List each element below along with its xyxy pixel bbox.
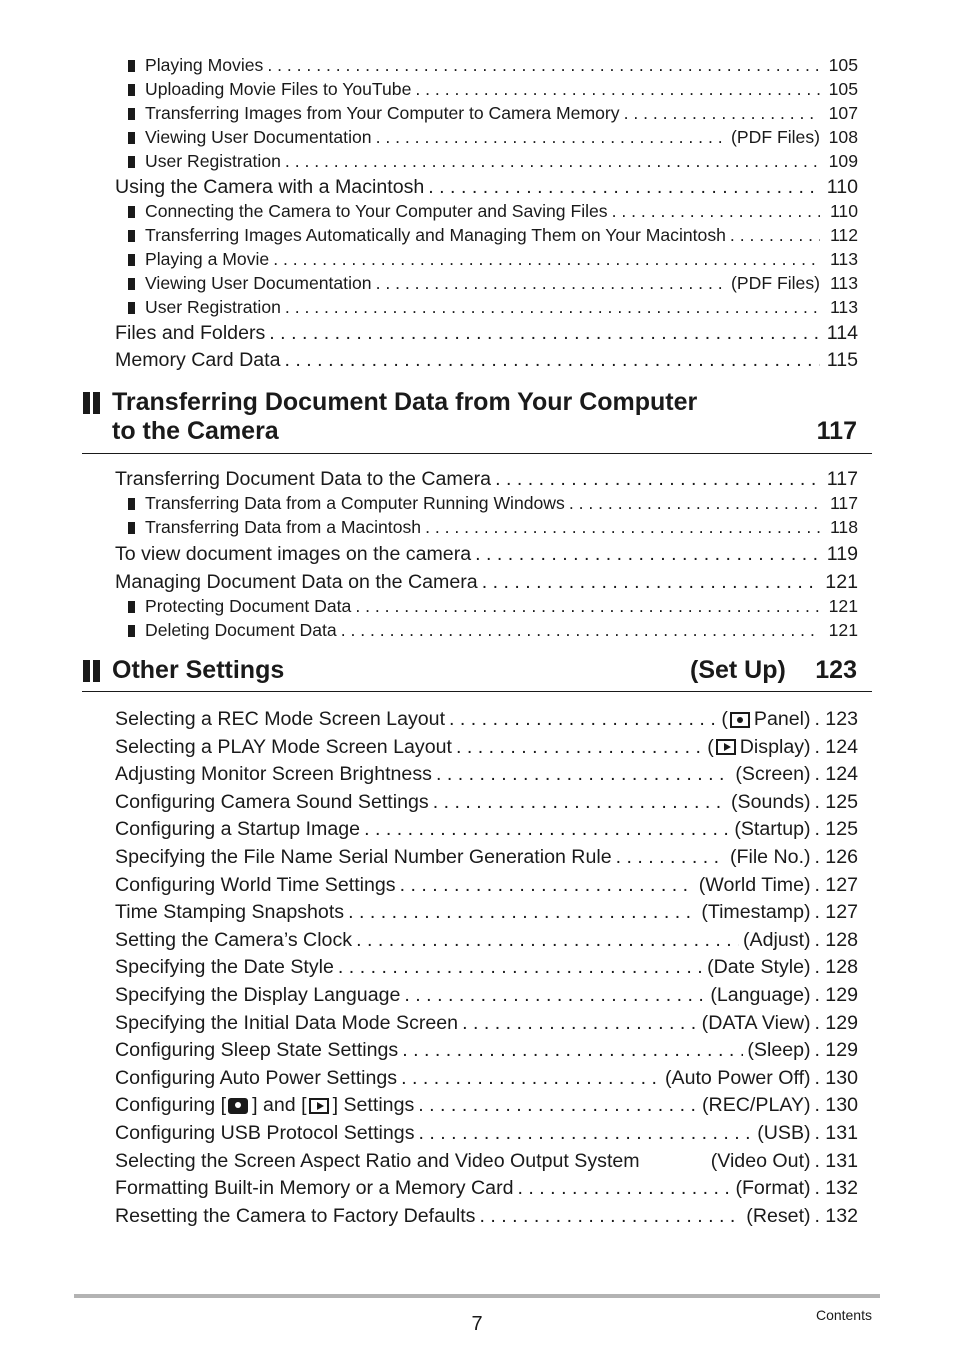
- dot-leader: [436, 763, 731, 786]
- settings-entry[interactable]: [115, 708, 858, 731]
- dot-separator: .: [814, 1204, 820, 1227]
- entry-reference: [699, 874, 811, 897]
- toc-entry[interactable]: [115, 571, 858, 594]
- ref-text: Display): [739, 735, 811, 758]
- dot-leader: [376, 127, 727, 148]
- settings-entry[interactable]: [115, 956, 858, 979]
- ref-text: (World Time): [698, 873, 811, 896]
- settings-entry[interactable]: [115, 1094, 858, 1117]
- entry-page-number: 109: [828, 151, 858, 171]
- entry-page-number: 105: [828, 55, 858, 75]
- entry-page-number: 113: [829, 249, 858, 269]
- toc-subentry[interactable]: [128, 273, 858, 294]
- entry-title: Configuring Auto Power Settings: [115, 1066, 398, 1089]
- bullet-icon: [128, 132, 135, 144]
- entry-page-number: 113: [829, 273, 858, 293]
- entry-reference: [707, 736, 810, 759]
- dot-separator: .: [814, 1066, 820, 1089]
- settings-entry[interactable]: [115, 984, 858, 1007]
- entry-reference: [702, 1094, 811, 1117]
- title-part: Configuring [: [115, 1094, 227, 1117]
- entry-page-number: 123: [825, 708, 858, 730]
- toc-subentry[interactable]: [128, 517, 858, 538]
- title-part: ] and [: [252, 1094, 307, 1117]
- dot-separator: .: [814, 1149, 820, 1172]
- entry-reference: [721, 708, 810, 731]
- toc-entry[interactable]: [115, 322, 858, 345]
- entry-title: Playing Movies: [145, 55, 264, 75]
- entry-title: Specifying the Display Language: [115, 984, 401, 1006]
- bullet-icon: [128, 230, 135, 242]
- dot-leader: [475, 543, 820, 566]
- ref-text: (Adjust): [743, 928, 811, 951]
- entry-page-number: 108: [828, 127, 858, 147]
- entry-reference: [702, 1012, 811, 1035]
- entry-page-number: 127: [825, 901, 858, 924]
- entry-page-number: 126: [825, 846, 858, 868]
- toc-subentry[interactable]: [128, 297, 858, 318]
- entry-page-number: 110: [826, 176, 858, 198]
- entry-reference: [730, 846, 811, 869]
- ref-text: (REC/PLAY): [702, 1094, 811, 1117]
- entry-page-number: 121: [828, 620, 858, 640]
- section-page-settings: 123: [815, 656, 857, 684]
- dot-separator: .: [814, 956, 820, 979]
- section-divider: [82, 453, 872, 454]
- ref-text: (Reset): [746, 1204, 811, 1227]
- entry-title: Viewing User Documentation: [145, 127, 372, 147]
- settings-entry[interactable]: [115, 1177, 858, 1200]
- toc-subentry[interactable]: [128, 596, 858, 617]
- entry-title: Specifying the Date Style: [115, 956, 334, 979]
- entry-title: Connecting the Camera to Your Computer and Saving Files: [145, 201, 608, 221]
- dot-leader: [273, 249, 820, 270]
- section-marker-icon: [83, 392, 103, 414]
- entry-reference: [665, 1067, 811, 1090]
- entry-page-number: 128: [825, 956, 858, 979]
- ref-text: (USB): [757, 1122, 811, 1144]
- entry-title: User Registration: [145, 297, 281, 317]
- entry-title: Playing a Movie: [145, 249, 270, 269]
- entry-page-number: 130: [825, 1066, 858, 1089]
- entry-title: Files and Folders: [115, 322, 266, 344]
- page-number: 7: [471, 1313, 483, 1335]
- dot-leader: [341, 620, 820, 641]
- ref-text: (DATA View): [701, 1011, 811, 1034]
- dot-separator: .: [814, 873, 820, 896]
- toc-subentry[interactable]: [128, 55, 858, 76]
- dot-leader: [364, 818, 730, 841]
- dot-leader: [404, 984, 706, 1007]
- entry-reference: (PDF Files): [731, 127, 820, 147]
- entry-page-number: 110: [829, 201, 858, 221]
- dot-leader: [616, 846, 726, 869]
- bullet-icon: [128, 278, 135, 290]
- settings-entry[interactable]: [115, 1039, 858, 1062]
- ref-text: (File No.): [729, 846, 811, 868]
- entry-page-number: 119: [826, 543, 858, 565]
- toc-subentry[interactable]: [128, 225, 858, 246]
- entry-title: Managing Document Data on the Camera: [115, 571, 478, 593]
- toc-entry[interactable]: [115, 468, 858, 491]
- entry-title: To view document images on the camera: [115, 543, 472, 565]
- entry-page-number: 115: [826, 349, 858, 371]
- dot-separator: .: [814, 790, 820, 813]
- entry-reference: [701, 901, 810, 924]
- entry-title: Selecting a PLAY Mode Screen Layout: [115, 735, 452, 758]
- bullet-icon: [128, 254, 135, 266]
- bullet-icon: [128, 156, 135, 168]
- dot-leader: [425, 517, 820, 538]
- entry-title: Configuring USB Protocol Settings: [115, 1122, 415, 1144]
- dot-separator: .: [814, 901, 820, 924]
- footer-rule: [74, 1294, 880, 1298]
- dot-separator: .: [814, 1122, 820, 1144]
- entry-title: Configuring World Time Settings: [115, 873, 396, 896]
- toc-subentry[interactable]: [128, 151, 858, 172]
- settings-entry[interactable]: [115, 791, 858, 814]
- entry-title: Using the Camera with a Macintosh: [115, 176, 425, 198]
- dot-separator: .: [814, 708, 820, 730]
- bullet-icon: [128, 108, 135, 120]
- toc-entry[interactable]: [115, 543, 858, 566]
- section-page-transfer: 117: [816, 417, 857, 445]
- entry-title: Transferring Images Automatically and Managing Them on Your Macintosh: [145, 225, 726, 245]
- entry-title: Selecting a REC Mode Screen Layout: [115, 708, 446, 730]
- settings-entry[interactable]: [115, 818, 858, 841]
- dot-leader: [376, 273, 727, 294]
- entry-page-number: 117: [826, 468, 858, 490]
- dot-separator: .: [814, 846, 820, 868]
- ref-text: (Sounds): [731, 790, 811, 813]
- dot-leader: [624, 103, 820, 124]
- entry-title: Transferring Data from a Macintosh: [145, 517, 422, 537]
- entry-page-number: 112: [829, 225, 858, 245]
- entry-page-number: 124: [825, 763, 858, 786]
- dot-leader: [462, 1012, 698, 1035]
- section-marker-icon: [83, 660, 103, 682]
- bullet-icon: [128, 601, 135, 613]
- entry-reference: [710, 984, 810, 1007]
- toc-subentry[interactable]: [128, 79, 858, 100]
- play-display-icon: [716, 739, 736, 755]
- panel-icon: [730, 712, 750, 728]
- entry-page-number: 131: [825, 1122, 858, 1144]
- entry-reference: [735, 1177, 810, 1200]
- dot-leader: [400, 874, 695, 897]
- entry-title: Adjusting Monitor Screen Brightness: [115, 763, 432, 786]
- footer-label: Contents: [815, 1307, 872, 1323]
- entry-page-number: 121: [825, 571, 858, 593]
- toc-subentry[interactable]: [128, 127, 858, 148]
- dot-separator: .: [814, 818, 820, 841]
- settings-entry[interactable]: [115, 846, 858, 869]
- ref-text: (Screen): [735, 763, 811, 786]
- entry-title: Time Stamping Snapshots: [115, 901, 345, 924]
- dot-leader: [285, 151, 820, 172]
- entry-title: Specifying the File Name Serial Number Generation Rule: [115, 846, 612, 868]
- entry-title: User Registration: [145, 151, 281, 171]
- entry-title: Transferring Document Data to the Camera: [115, 468, 492, 490]
- toc-entry[interactable]: [115, 349, 858, 372]
- entry-page-number: 114: [826, 322, 858, 344]
- ref-text: (Timestamp): [701, 901, 811, 924]
- dot-leader: [612, 201, 820, 222]
- dot-leader: [456, 736, 703, 759]
- toc-subentry[interactable]: [128, 249, 858, 270]
- dot-leader: [355, 596, 820, 617]
- entry-reference: [743, 929, 811, 952]
- dot-leader: [338, 956, 703, 979]
- entry-reference: [746, 1205, 810, 1228]
- settings-entry[interactable]: [115, 874, 858, 897]
- bullet-icon: [128, 302, 135, 314]
- dot-leader: [267, 55, 820, 76]
- entry-page-number: 128: [825, 928, 858, 951]
- entry-page-number: 118: [829, 517, 858, 537]
- ref-text: (Auto Power Off): [664, 1066, 811, 1089]
- bullet-icon: [128, 60, 135, 72]
- entry-title: [115, 1094, 414, 1117]
- ref-text: Panel): [753, 708, 811, 730]
- entry-reference: (PDF Files): [731, 273, 820, 293]
- entry-title: Transferring Images from Your Computer to Camera Memory: [145, 103, 620, 123]
- entry-title: Resetting the Camera to Factory Defaults: [115, 1204, 476, 1227]
- entry-page-number: 132: [825, 1177, 858, 1200]
- dot-separator: .: [814, 763, 820, 786]
- ref-text: (Video Out): [710, 1149, 811, 1172]
- entry-page-number: 117: [829, 493, 858, 513]
- camera-icon: [228, 1098, 248, 1114]
- toc-subentry[interactable]: [128, 103, 858, 124]
- entry-reference: [734, 818, 810, 841]
- entry-page-number: 132: [825, 1204, 858, 1227]
- entry-reference: [707, 956, 810, 979]
- entry-page-number: 127: [825, 873, 858, 896]
- entry-reference: [731, 791, 811, 814]
- dot-separator: .: [814, 1094, 820, 1117]
- dot-leader: [479, 1205, 742, 1228]
- section-ref-settings: (Set Up): [690, 656, 786, 684]
- entry-title: Selecting the Screen Aspect Ratio and Video Output System: [115, 1149, 640, 1172]
- settings-entry[interactable]: [115, 929, 858, 952]
- entry-title: Configuring Sleep State Settings: [115, 1039, 399, 1062]
- toc-entry[interactable]: [115, 176, 858, 199]
- entry-title: Configuring Camera Sound Settings: [115, 790, 429, 813]
- entry-title: Viewing User Documentation: [145, 273, 372, 293]
- entry-title: Deleting Document Data: [145, 620, 337, 640]
- settings-entry[interactable]: [115, 1012, 858, 1035]
- dot-leader: [418, 1094, 698, 1117]
- settings-entry[interactable]: [115, 763, 858, 786]
- entry-reference: [735, 763, 810, 786]
- entry-page-number: 121: [828, 596, 858, 616]
- entry-title: Uploading Movie Files to YouTube: [145, 79, 412, 99]
- section-title-transfer: Transferring Document Data from Your Computer: [112, 388, 698, 416]
- settings-entry[interactable]: [115, 1067, 858, 1090]
- settings-entry[interactable]: [115, 1205, 858, 1228]
- dot-leader: [449, 708, 717, 731]
- entry-page-number: 130: [825, 1094, 858, 1117]
- entry-page-number: 129: [825, 984, 858, 1006]
- ref-open: (: [721, 708, 728, 730]
- entry-title: Memory Card Data: [115, 349, 281, 371]
- title-part: ] Settings: [332, 1094, 415, 1117]
- settings-entry[interactable]: [115, 736, 858, 759]
- entry-reference: [711, 1150, 811, 1173]
- dot-leader: [569, 493, 820, 514]
- dot-leader: [415, 79, 820, 100]
- dot-leader: [402, 1039, 743, 1062]
- dot-leader: [433, 791, 727, 814]
- entry-page-number: 113: [829, 297, 858, 317]
- entry-reference: [747, 1039, 810, 1062]
- entry-title: Specifying the Initial Data Mode Screen: [115, 1011, 459, 1034]
- entry-title: Setting the Camera’s Clock: [115, 928, 353, 951]
- ref-open: (: [707, 735, 714, 758]
- entry-page-number: 131: [825, 1149, 858, 1172]
- ref-text: (Date Style): [707, 956, 811, 979]
- entry-page-number: 129: [825, 1039, 858, 1062]
- entry-page-number: 125: [825, 818, 858, 841]
- settings-entry[interactable]: [115, 1150, 858, 1173]
- entry-page-number: 105: [828, 79, 858, 99]
- ref-text: (Sleep): [747, 1039, 811, 1062]
- dot-separator: .: [814, 1011, 820, 1034]
- toc-subentry[interactable]: [128, 493, 858, 514]
- entry-page-number: 129: [825, 1011, 858, 1034]
- entry-page-number: 107: [828, 103, 858, 123]
- ref-text: (Format): [735, 1177, 811, 1200]
- bullet-icon: [128, 498, 135, 510]
- play-icon: [309, 1098, 329, 1114]
- settings-entry[interactable]: [115, 901, 858, 924]
- dot-leader: [401, 1067, 661, 1090]
- dot-leader: [285, 297, 820, 318]
- bullet-icon: [128, 206, 135, 218]
- dot-leader: [428, 176, 820, 199]
- entry-title: Transferring Data from a Computer Running Windows: [145, 493, 565, 513]
- section-divider: [82, 691, 872, 692]
- dot-leader: [285, 349, 820, 372]
- bullet-icon: [128, 522, 135, 534]
- dot-leader: [348, 901, 697, 924]
- dot-leader: [269, 322, 820, 345]
- entry-page-number: 125: [825, 790, 858, 813]
- section-title-settings: Other Settings: [112, 656, 285, 684]
- dot-separator: .: [814, 735, 820, 758]
- entry-title: Formatting Built-in Memory or a Memory Card: [115, 1177, 514, 1200]
- dot-leader: [419, 1122, 754, 1145]
- dot-separator: .: [814, 928, 820, 951]
- entry-title: Protecting Document Data: [145, 596, 352, 616]
- dot-separator: .: [814, 984, 820, 1006]
- dot-leader: [730, 225, 820, 246]
- entry-reference: [757, 1122, 810, 1145]
- entry-title: Configuring a Startup Image: [115, 818, 361, 841]
- dot-leader: [518, 1177, 732, 1200]
- toc-subentry[interactable]: [128, 201, 858, 222]
- toc-subentry[interactable]: [128, 620, 858, 641]
- dot-leader: [495, 468, 820, 491]
- dot-leader: [482, 571, 820, 594]
- section-title-transfer-line2: to the Camera: [112, 417, 279, 445]
- dot-separator: .: [814, 1039, 820, 1062]
- dot-leader: [356, 929, 739, 952]
- bullet-icon: [128, 625, 135, 637]
- ref-text: (Language): [710, 984, 811, 1006]
- entry-page-number: 124: [825, 735, 858, 758]
- bullet-icon: [128, 84, 135, 96]
- settings-entry[interactable]: [115, 1122, 858, 1145]
- dot-separator: .: [814, 1177, 820, 1200]
- ref-text: (Startup): [734, 818, 811, 841]
